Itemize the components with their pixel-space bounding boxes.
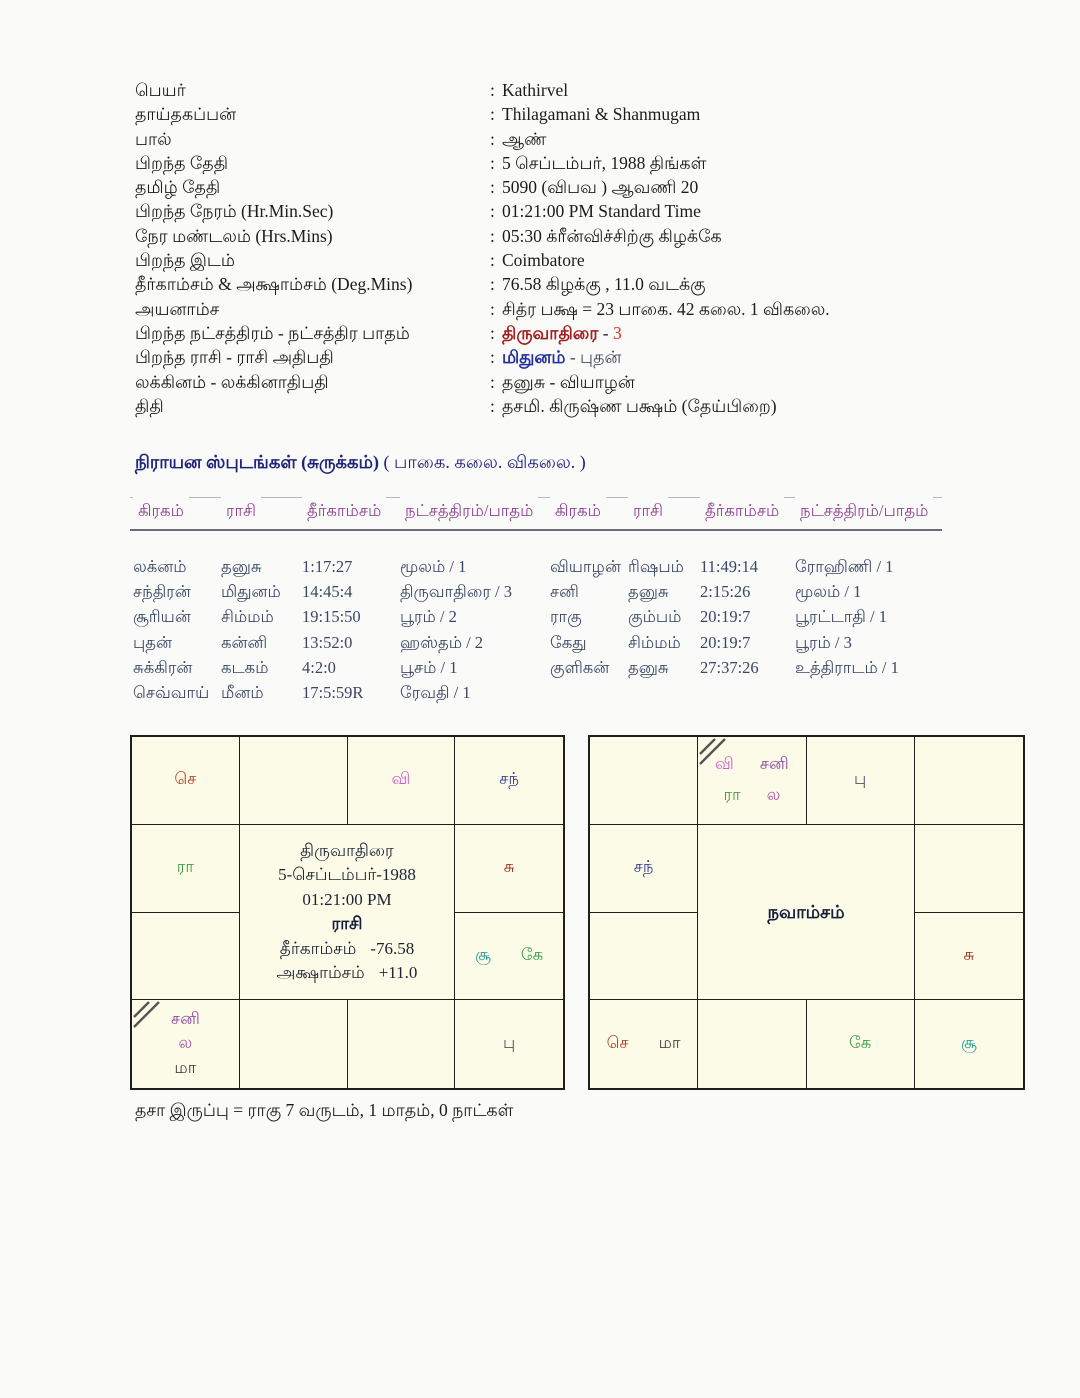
nakshatra-cell: பூரம் / 2	[400, 607, 457, 627]
navamsa-title: நவாம்சம்	[767, 901, 845, 922]
info-label: தமிழ் தேதி	[135, 177, 221, 198]
col-header-rasi: ராசி	[221, 495, 261, 527]
center-date: 5-செப்டம்பர்-1988	[278, 865, 416, 884]
ketu-abbr: கே	[848, 1033, 872, 1053]
table-row	[130, 630, 942, 655]
planet-cell: லக்னம்	[133, 557, 187, 576]
chart-cell-virgo	[915, 1000, 1023, 1088]
moon-abbr: சந்	[499, 769, 519, 789]
chart-cell-leo	[915, 913, 1023, 1001]
nakshatra-cell: திருவாதிரை / 3	[400, 582, 512, 602]
nakshatra-cell: பூசம் / 1	[400, 657, 458, 677]
chart-cell-scorpio	[698, 1000, 806, 1088]
rasi-cell: தனுசு	[628, 582, 669, 602]
degree-cell: 27:37:26	[700, 657, 759, 677]
chart-cell-taurus	[807, 737, 915, 825]
chart-cell-capricorn	[590, 913, 698, 1001]
venus-abbr: சு	[503, 857, 515, 877]
rasi-cell: சிம்மம்	[221, 607, 274, 627]
dasa-balance-line: தசா இருப்பு = ராகு 7 வருடம், 1 மாதம், 0 நாட்கள்	[135, 1100, 514, 1120]
moon-abbr: சந்	[633, 857, 654, 877]
degree-cell: 14:45:4	[302, 582, 353, 602]
chart-cell-virgo	[455, 1000, 563, 1088]
birth-star-name: திருவாதிரை	[502, 322, 599, 343]
degree-cell: 20:19:7	[700, 632, 751, 652]
nakshatra-cell: பூரம் / 3	[795, 632, 852, 652]
chart-cell-gemini	[455, 737, 563, 825]
rasi-cell: ரிஷபம்	[628, 557, 684, 576]
planet-cell: சூரியன்	[133, 607, 191, 627]
col-header-rasi: ராசி	[628, 495, 668, 527]
colon-separator: :	[490, 80, 495, 100]
colon-separator: :	[490, 128, 495, 149]
table-row	[130, 604, 942, 629]
info-value	[502, 345, 621, 369]
latitude-value: +11.0	[378, 963, 418, 982]
sun-abbr: சூ	[475, 944, 491, 964]
info-row-long-lat	[135, 272, 830, 296]
info-row-birth-time	[135, 199, 830, 223]
center-longitude	[280, 937, 414, 962]
info-row-time-zone	[135, 224, 830, 248]
separator-dash: -	[598, 322, 613, 343]
info-value: தசமி. கிருஷ்ண பக்ஷம் (தேய்பிறை)	[502, 395, 777, 416]
saturn-abbr: சனி	[759, 753, 789, 773]
nakshatra-cell: ஹஸ்தம் / 2	[400, 632, 484, 652]
sputa-table	[130, 497, 942, 705]
nakshatra-cell: மூலம் / 1	[400, 557, 467, 576]
info-label: அயனாம்ச	[135, 298, 220, 319]
info-label: தீர்காம்சம் & அக்ஷாம்சம் (Deg.Mins)	[135, 274, 413, 295]
planet-cell: ராகு	[550, 607, 582, 627]
rasi-cell: கடகம்	[221, 657, 269, 677]
jupiter-abbr: வி	[715, 753, 734, 773]
mercury-abbr: பு	[502, 1033, 516, 1053]
planet-cell: சந்திரன்	[133, 582, 191, 602]
sputa-title-bold: நிராயன ஸ்புடங்கள் (சுருக்கம்)	[135, 452, 380, 472]
sputa-title-note: ( பாகை. கலை. விகலை. )	[379, 452, 586, 472]
degree-cell: 1:17:27	[302, 557, 353, 576]
col-header-longitude: தீர்காம்சம்	[700, 495, 784, 527]
info-value: தனுசு - வியாழன்	[502, 371, 635, 392]
info-value: Coimbatore	[502, 250, 585, 271]
lagna-mark-icon	[698, 737, 728, 767]
rasi-cell: சிம்மம்	[628, 632, 681, 652]
venus-abbr: சு	[963, 944, 975, 964]
lagna-mark-icon	[132, 1000, 162, 1030]
nakshatra-cell: பூரட்டாதி / 1	[795, 607, 887, 627]
chart-cell-scorpio	[240, 1000, 348, 1088]
chart-cell-sagittarius	[590, 1000, 698, 1088]
latitude-label: அக்ஷாம்சம்	[276, 963, 365, 982]
colon-separator: :	[490, 104, 495, 125]
table-row	[130, 680, 942, 705]
info-label: பிறந்த நேரம் (Hr.Min.Sec)	[135, 201, 334, 222]
degree-cell: 13:52:0	[302, 632, 353, 652]
mandi-abbr: மா	[174, 1057, 197, 1077]
nakshatra-cell: ரேவதி / 1	[400, 682, 471, 702]
rasi-chart-center	[240, 825, 456, 1001]
rasi-cell: மிதுனம்	[221, 582, 281, 602]
info-value: Kathirvel	[502, 80, 569, 100]
jupiter-abbr: வி	[391, 769, 411, 789]
info-label: பிறந்த நட்சத்திரம் - நட்சத்திர பாதம்	[135, 322, 410, 343]
info-label: தாய்தகப்பன்	[135, 104, 237, 125]
planet-cell: குளிகன்	[550, 657, 610, 677]
mandi-abbr: மா	[658, 1033, 681, 1053]
longitude-value: -76.58	[370, 938, 415, 958]
chart-cell-libra	[807, 1000, 915, 1088]
saturn-abbr: சனி	[170, 1008, 200, 1028]
center-chart-title: ராசி	[331, 914, 363, 933]
col-header-planet: கிரகம்	[550, 495, 606, 527]
colon-separator: :	[490, 298, 495, 319]
info-value: Thilagamani & Shanmugam	[502, 104, 701, 125]
degree-cell: 2:15:26	[700, 582, 751, 602]
info-label: பால்	[135, 128, 172, 149]
chart-cell-capricorn	[132, 913, 240, 1001]
table-row	[130, 655, 942, 680]
colon-separator: :	[490, 201, 495, 222]
degree-cell: 11:49:14	[700, 557, 759, 576]
chart-cell-pisces	[132, 737, 240, 825]
ketu-abbr: கே	[520, 944, 544, 964]
info-value: 05:30 க்ரீன்விச்சிற்கு கிழக்கே	[502, 225, 722, 246]
center-time: 01:21:00 PM	[302, 889, 392, 909]
info-row-ayanamsa	[135, 297, 830, 321]
chart-cell-cancer	[455, 825, 563, 913]
chart-cell-cancer	[915, 825, 1023, 913]
col-header-nakshatra: நட்சத்திரம்/பாதம்	[400, 495, 538, 527]
degree-cell: 20:19:7	[700, 607, 751, 627]
col-header-longitude: தீர்காம்சம்	[302, 495, 386, 527]
sun-abbr: சூ	[960, 1033, 977, 1053]
info-label: பெயர்	[135, 80, 186, 100]
sputa-table-body	[130, 554, 942, 705]
longitude-label: தீர்காம்சம்	[279, 938, 357, 958]
col-header-nakshatra: நட்சத்திரம்/பாதம்	[795, 495, 933, 527]
chart-cell-pisces	[590, 737, 698, 825]
chart-cell-aquarius	[132, 825, 240, 913]
lagna-abbr: ல	[766, 785, 781, 805]
info-value: 76.58 கிழக்கு , 11.0 வடக்கு	[502, 274, 706, 295]
info-label: பிறந்த ராசி - ராசி அதிபதி	[135, 347, 334, 368]
center-nakshatra: திருவாதிரை	[300, 840, 394, 860]
colon-separator: :	[490, 322, 495, 343]
colon-separator: :	[490, 225, 495, 246]
degree-cell: 19:15:50	[302, 607, 361, 627]
colon-separator: :	[490, 274, 495, 295]
sputa-section-title	[135, 452, 586, 475]
birth-star-pada: 3	[612, 322, 622, 343]
info-label: லக்கினம் - லக்கினாதிபதி	[135, 371, 329, 392]
sputa-table-header	[130, 497, 942, 531]
chart-cell-taurus	[348, 737, 456, 825]
birth-rasi-name: மிதுனம்	[502, 347, 566, 368]
chart-cell-leo	[455, 913, 563, 1001]
planet-cell: கேது	[550, 632, 587, 652]
degree-cell: 17:5:59R	[302, 682, 364, 702]
info-value: சித்ர பக்ஷ = 23 பாகை. 42 கலை. 1 விகலை.	[502, 298, 830, 319]
planet-cell: புதன்	[133, 632, 173, 652]
chart-cell-aries-lagna	[698, 737, 806, 825]
rasi-cell: கும்பம்	[628, 607, 682, 627]
birth-rasi-lord: - புதன்	[565, 347, 622, 368]
chart-cell-libra	[348, 1000, 456, 1088]
info-row-birth-star	[135, 321, 830, 345]
info-value: 5090 (விபவ ) ஆவணி 20	[502, 177, 699, 198]
nakshatra-cell: ரோஹிணி / 1	[795, 557, 894, 576]
info-row-birth-date	[135, 151, 830, 175]
planet-cell: செவ்வாய்	[133, 682, 210, 702]
nakshatra-cell: உத்திராடம் / 1	[795, 657, 899, 677]
colon-separator: :	[490, 371, 495, 392]
info-row-parents	[135, 102, 830, 126]
info-row-birth-rasi	[135, 345, 830, 369]
rasi-cell: தனுசு	[628, 657, 669, 677]
info-value: ஆண்	[502, 128, 547, 149]
info-label: பிறந்த தேதி	[135, 152, 229, 173]
info-row-gender	[135, 127, 830, 151]
info-row-birth-place	[135, 248, 830, 272]
chart-cell-gemini	[915, 737, 1023, 825]
info-label: பிறந்த இடம்	[135, 250, 235, 271]
rasi-cell: மீனம்	[221, 682, 264, 702]
center-latitude	[277, 961, 418, 986]
table-row	[130, 554, 942, 579]
info-row-lagna	[135, 370, 830, 394]
mars-abbr: செ	[174, 769, 197, 789]
info-label: திதி	[135, 395, 164, 416]
mars-abbr: செ	[606, 1033, 629, 1053]
rasi-chart	[130, 735, 565, 1090]
colon-separator: :	[490, 395, 495, 416]
colon-separator: :	[490, 250, 495, 271]
colon-separator: :	[490, 347, 495, 368]
info-value: 5 செப்டம்பர், 1988 திங்கள்	[502, 152, 707, 173]
nakshatra-cell: மூலம் / 1	[795, 582, 862, 602]
birth-details-section	[135, 78, 830, 418]
chart-cell-aries	[240, 737, 348, 825]
info-value: 01:21:00 PM Standard Time	[502, 201, 701, 222]
navamsa-chart	[588, 735, 1025, 1090]
rahu-abbr: ரா	[176, 857, 194, 877]
info-row-tamil-date	[135, 175, 830, 199]
planet-cell: சுக்கிரன்	[133, 657, 193, 677]
mercury-abbr: பு	[853, 769, 867, 789]
planet-cell: சனி	[550, 582, 579, 602]
navamsa-chart-center	[698, 825, 915, 1001]
colon-separator: :	[490, 152, 495, 173]
table-row	[130, 579, 942, 604]
chart-cell-sagittarius-lagna	[132, 1000, 240, 1088]
rahu-abbr: ரா	[723, 785, 741, 805]
planet-cell: வியாழன்	[550, 557, 621, 576]
degree-cell: 4:2:0	[302, 657, 336, 677]
info-row-tithi	[135, 394, 830, 418]
rasi-cell: தனுசு	[221, 557, 262, 576]
chart-cell-aquarius	[590, 825, 698, 913]
rasi-cell: கன்னி	[221, 632, 268, 652]
colon-separator: :	[490, 177, 495, 198]
lagna-abbr: ல	[178, 1033, 193, 1053]
info-value	[502, 321, 622, 345]
info-row-name	[135, 78, 830, 102]
col-header-planet: கிரகம்	[133, 495, 189, 527]
info-label: நேர மண்டலம் (Hrs.Mins)	[135, 225, 333, 246]
